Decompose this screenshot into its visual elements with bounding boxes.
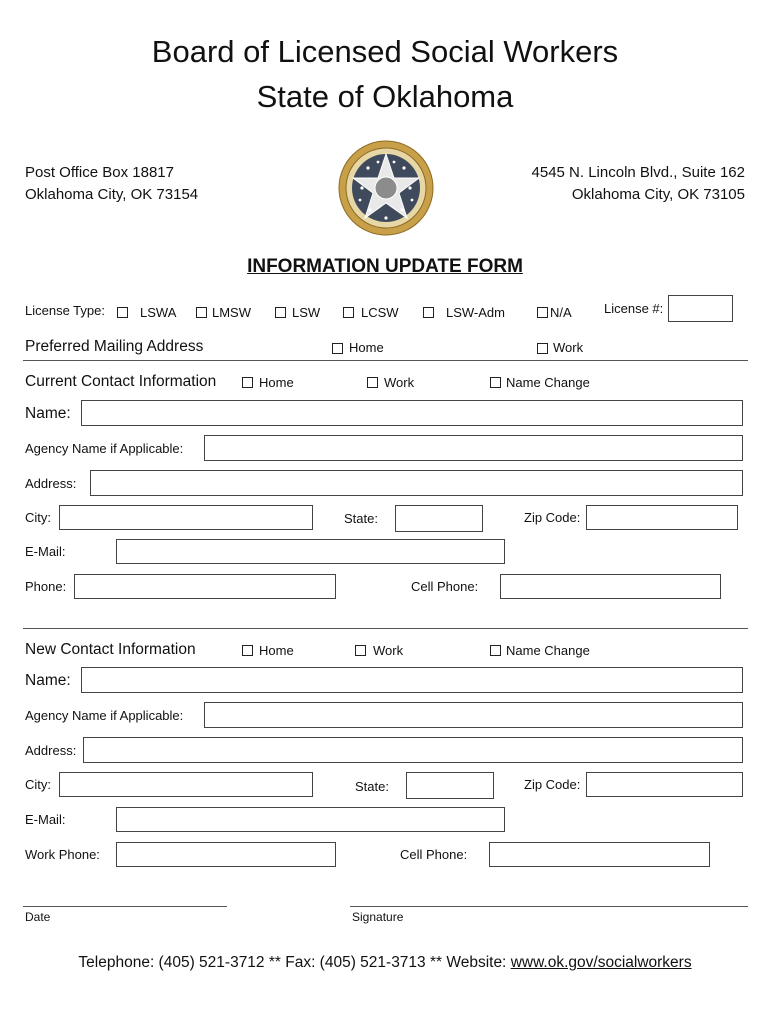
license-lmsw-label: LMSW <box>212 305 251 320</box>
current-name-change-checkbox[interactable] <box>490 377 501 388</box>
current-state-label: State: <box>344 511 378 526</box>
license-number-field[interactable] <box>668 295 733 322</box>
mailing-home-checkbox[interactable] <box>332 343 343 354</box>
license-lsw-adm-label: LSW-Adm <box>446 305 505 320</box>
new-cell-field[interactable] <box>489 842 710 867</box>
license-na-checkbox[interactable] <box>537 307 548 318</box>
new-state-field[interactable] <box>406 772 494 799</box>
new-name-field[interactable] <box>81 667 743 693</box>
new-email-field[interactable] <box>116 807 505 832</box>
form-title: INFORMATION UPDATE FORM <box>247 256 523 277</box>
oklahoma-state-seal-icon <box>338 140 434 236</box>
new-name-change-label: Name Change <box>506 643 590 658</box>
website-link[interactable]: www.ok.gov/socialworkers <box>510 954 692 971</box>
new-agency-field[interactable] <box>204 702 743 728</box>
current-contact-heading: Current Contact Information <box>25 373 217 390</box>
divider <box>23 360 748 361</box>
license-lswa-checkbox[interactable] <box>117 307 128 318</box>
current-address-field[interactable] <box>90 470 743 496</box>
preferred-mailing-label: Preferred Mailing Address <box>25 338 204 355</box>
new-work-checkbox[interactable] <box>355 645 366 656</box>
footer <box>0 954 770 972</box>
date-line[interactable] <box>23 906 227 907</box>
board-title: Board of Licensed Social Workers <box>151 34 619 69</box>
divider <box>23 628 748 629</box>
left-address <box>25 162 198 206</box>
current-name-change-label: Name Change <box>506 375 590 390</box>
new-state-label: State: <box>355 779 389 794</box>
current-home-label: Home <box>259 375 294 390</box>
current-email-field[interactable] <box>116 539 505 564</box>
new-work-label: Work <box>373 643 404 658</box>
signature-label: Signature <box>352 910 404 924</box>
new-zip-label: Zip Code: <box>524 777 581 792</box>
current-city-field[interactable] <box>59 505 313 530</box>
license-lsw-adm-checkbox[interactable] <box>423 307 434 318</box>
current-email-label: E-Mail: <box>25 544 66 559</box>
current-cell-label: Cell Phone: <box>411 579 479 594</box>
license-na-label: N/A <box>550 305 572 320</box>
current-home-checkbox[interactable] <box>242 377 253 388</box>
new-contact-heading: New Contact Information <box>25 641 196 658</box>
license-lcsw-label: LCSW <box>361 305 399 320</box>
current-address-label: Address: <box>25 476 77 491</box>
mailing-home-label: Home <box>349 340 384 355</box>
current-work-checkbox[interactable] <box>367 377 378 388</box>
new-work-phone-field[interactable] <box>116 842 336 867</box>
new-city-field[interactable] <box>59 772 313 797</box>
new-name-label: Name: <box>25 672 71 689</box>
current-name-label: Name: <box>25 405 71 422</box>
mailing-work-checkbox[interactable] <box>537 343 548 354</box>
mailing-work-label: Work <box>553 340 584 355</box>
signature-line[interactable] <box>350 906 748 907</box>
current-cell-field[interactable] <box>500 574 721 599</box>
current-phone-field[interactable] <box>74 574 336 599</box>
new-home-checkbox[interactable] <box>242 645 253 656</box>
license-lmsw-checkbox[interactable] <box>196 307 207 318</box>
license-lsw-label: LSW <box>292 305 321 320</box>
new-home-label: Home <box>259 643 294 658</box>
current-agency-field[interactable] <box>204 435 743 461</box>
right-address <box>532 162 745 206</box>
right-address-line2: Oklahoma City, OK 73105 <box>571 186 745 203</box>
current-zip-field[interactable] <box>586 505 738 530</box>
license-lsw-checkbox[interactable] <box>275 307 286 318</box>
new-zip-field[interactable] <box>586 772 743 797</box>
current-zip-label: Zip Code: <box>524 510 581 525</box>
license-lcsw-checkbox[interactable] <box>343 307 354 318</box>
license-type-label: License Type: <box>25 303 105 318</box>
new-city-label: City: <box>25 777 51 792</box>
new-name-change-checkbox[interactable] <box>490 645 501 656</box>
state-title: State of Oklahoma <box>256 79 514 114</box>
new-address-field[interactable] <box>83 737 743 763</box>
current-work-label: Work <box>384 375 415 390</box>
footer-contact: Telephone: (405) 521-3712 ** Fax: (405) 521-3713 ** Website: <box>78 954 507 971</box>
new-agency-label: Agency Name if Applicable: <box>25 708 184 723</box>
right-address-line1: 4545 N. Lincoln Blvd., Suite 162 <box>531 164 745 181</box>
current-phone-label: Phone: <box>25 579 67 594</box>
left-address-line1: Post Office Box 18817 <box>25 164 174 181</box>
license-lswa-label: LSWA <box>140 305 177 320</box>
new-address-label: Address: <box>25 743 77 758</box>
date-label: Date <box>25 910 51 924</box>
license-number-label: License #: <box>604 301 664 316</box>
new-work-phone-label: Work Phone: <box>25 847 100 862</box>
current-state-field[interactable] <box>395 505 483 532</box>
current-city-label: City: <box>25 510 51 525</box>
new-cell-label: Cell Phone: <box>400 847 468 862</box>
new-email-label: E-Mail: <box>25 812 66 827</box>
current-agency-label: Agency Name if Applicable: <box>25 441 184 456</box>
current-name-field[interactable] <box>81 400 743 426</box>
left-address-line2: Oklahoma City, OK 73154 <box>25 186 199 203</box>
